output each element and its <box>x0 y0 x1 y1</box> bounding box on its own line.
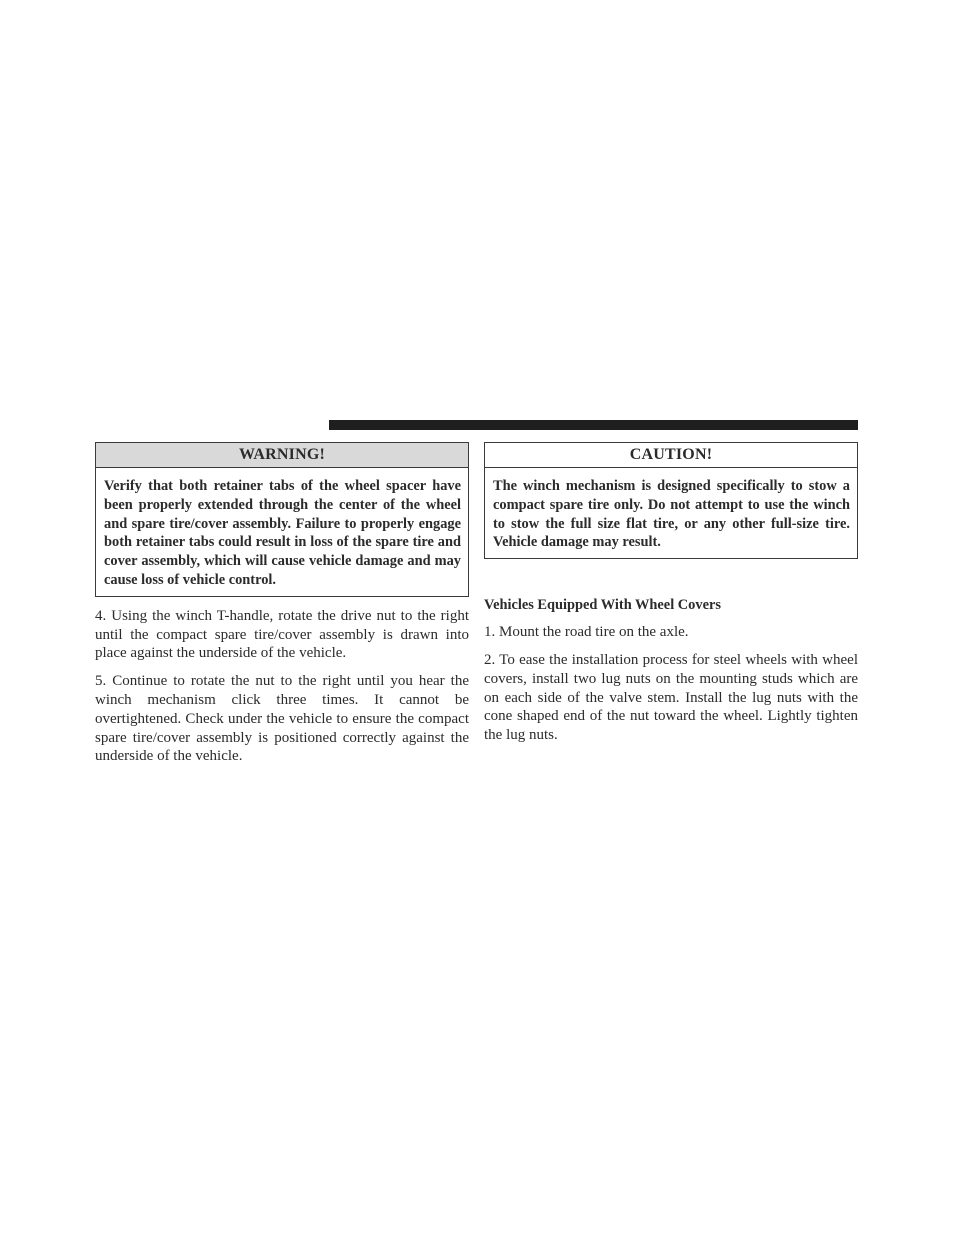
warning-box <box>95 442 469 597</box>
step-4-text: 4. Using the winch T-handle, rotate the drive nut to the right until the compact spare tire/cover assembly is drawn into place against the underside of the vehicle. <box>95 607 469 662</box>
caution-title: CAUTION! <box>485 443 857 468</box>
right-column <box>484 442 858 745</box>
step-1-text: 1. Mount the road tire on the axle. <box>484 624 689 641</box>
warning-text: Verify that both retainer tabs of the wheel spacer have been properly extended through the center of the wheel and spare tire/cover assembly. Failure to properly engage both retainer tabs could result in loss of the spare tire and cover assembly, which will cause vehicle damage and may cause loss of vehicle control. <box>104 478 461 588</box>
caution-box <box>484 442 858 559</box>
left-column <box>95 442 469 766</box>
caution-text: The winch mechanism is designed specifically to stow a compact spare tire only. Do not attempt to use the winch to stow the full size flat tire, or any other full-size tire. Vehicle damage may result. <box>493 478 850 551</box>
step-5-text: 5. Continue to rotate the nut to the right until you hear the winch mechanism click three times. It cannot be overtightened. Check under the vehicle to ensure the compact spare tire/cover assembly is positioned correctly against the underside of the vehicle. <box>95 673 469 765</box>
warning-title: WARNING! <box>96 443 468 468</box>
section-header-bar <box>329 420 858 430</box>
step-2-text: 2. To ease the installation process for steel wheels with wheel covers, install two lug nuts on the mounting studs which are on each side of the valve stem. Install the lug nuts with the cone shaped end of the nut toward the wheel. Lightly tighten the lug nuts. <box>484 651 858 744</box>
section-heading: Vehicles Equipped With Wheel Covers <box>484 597 721 614</box>
